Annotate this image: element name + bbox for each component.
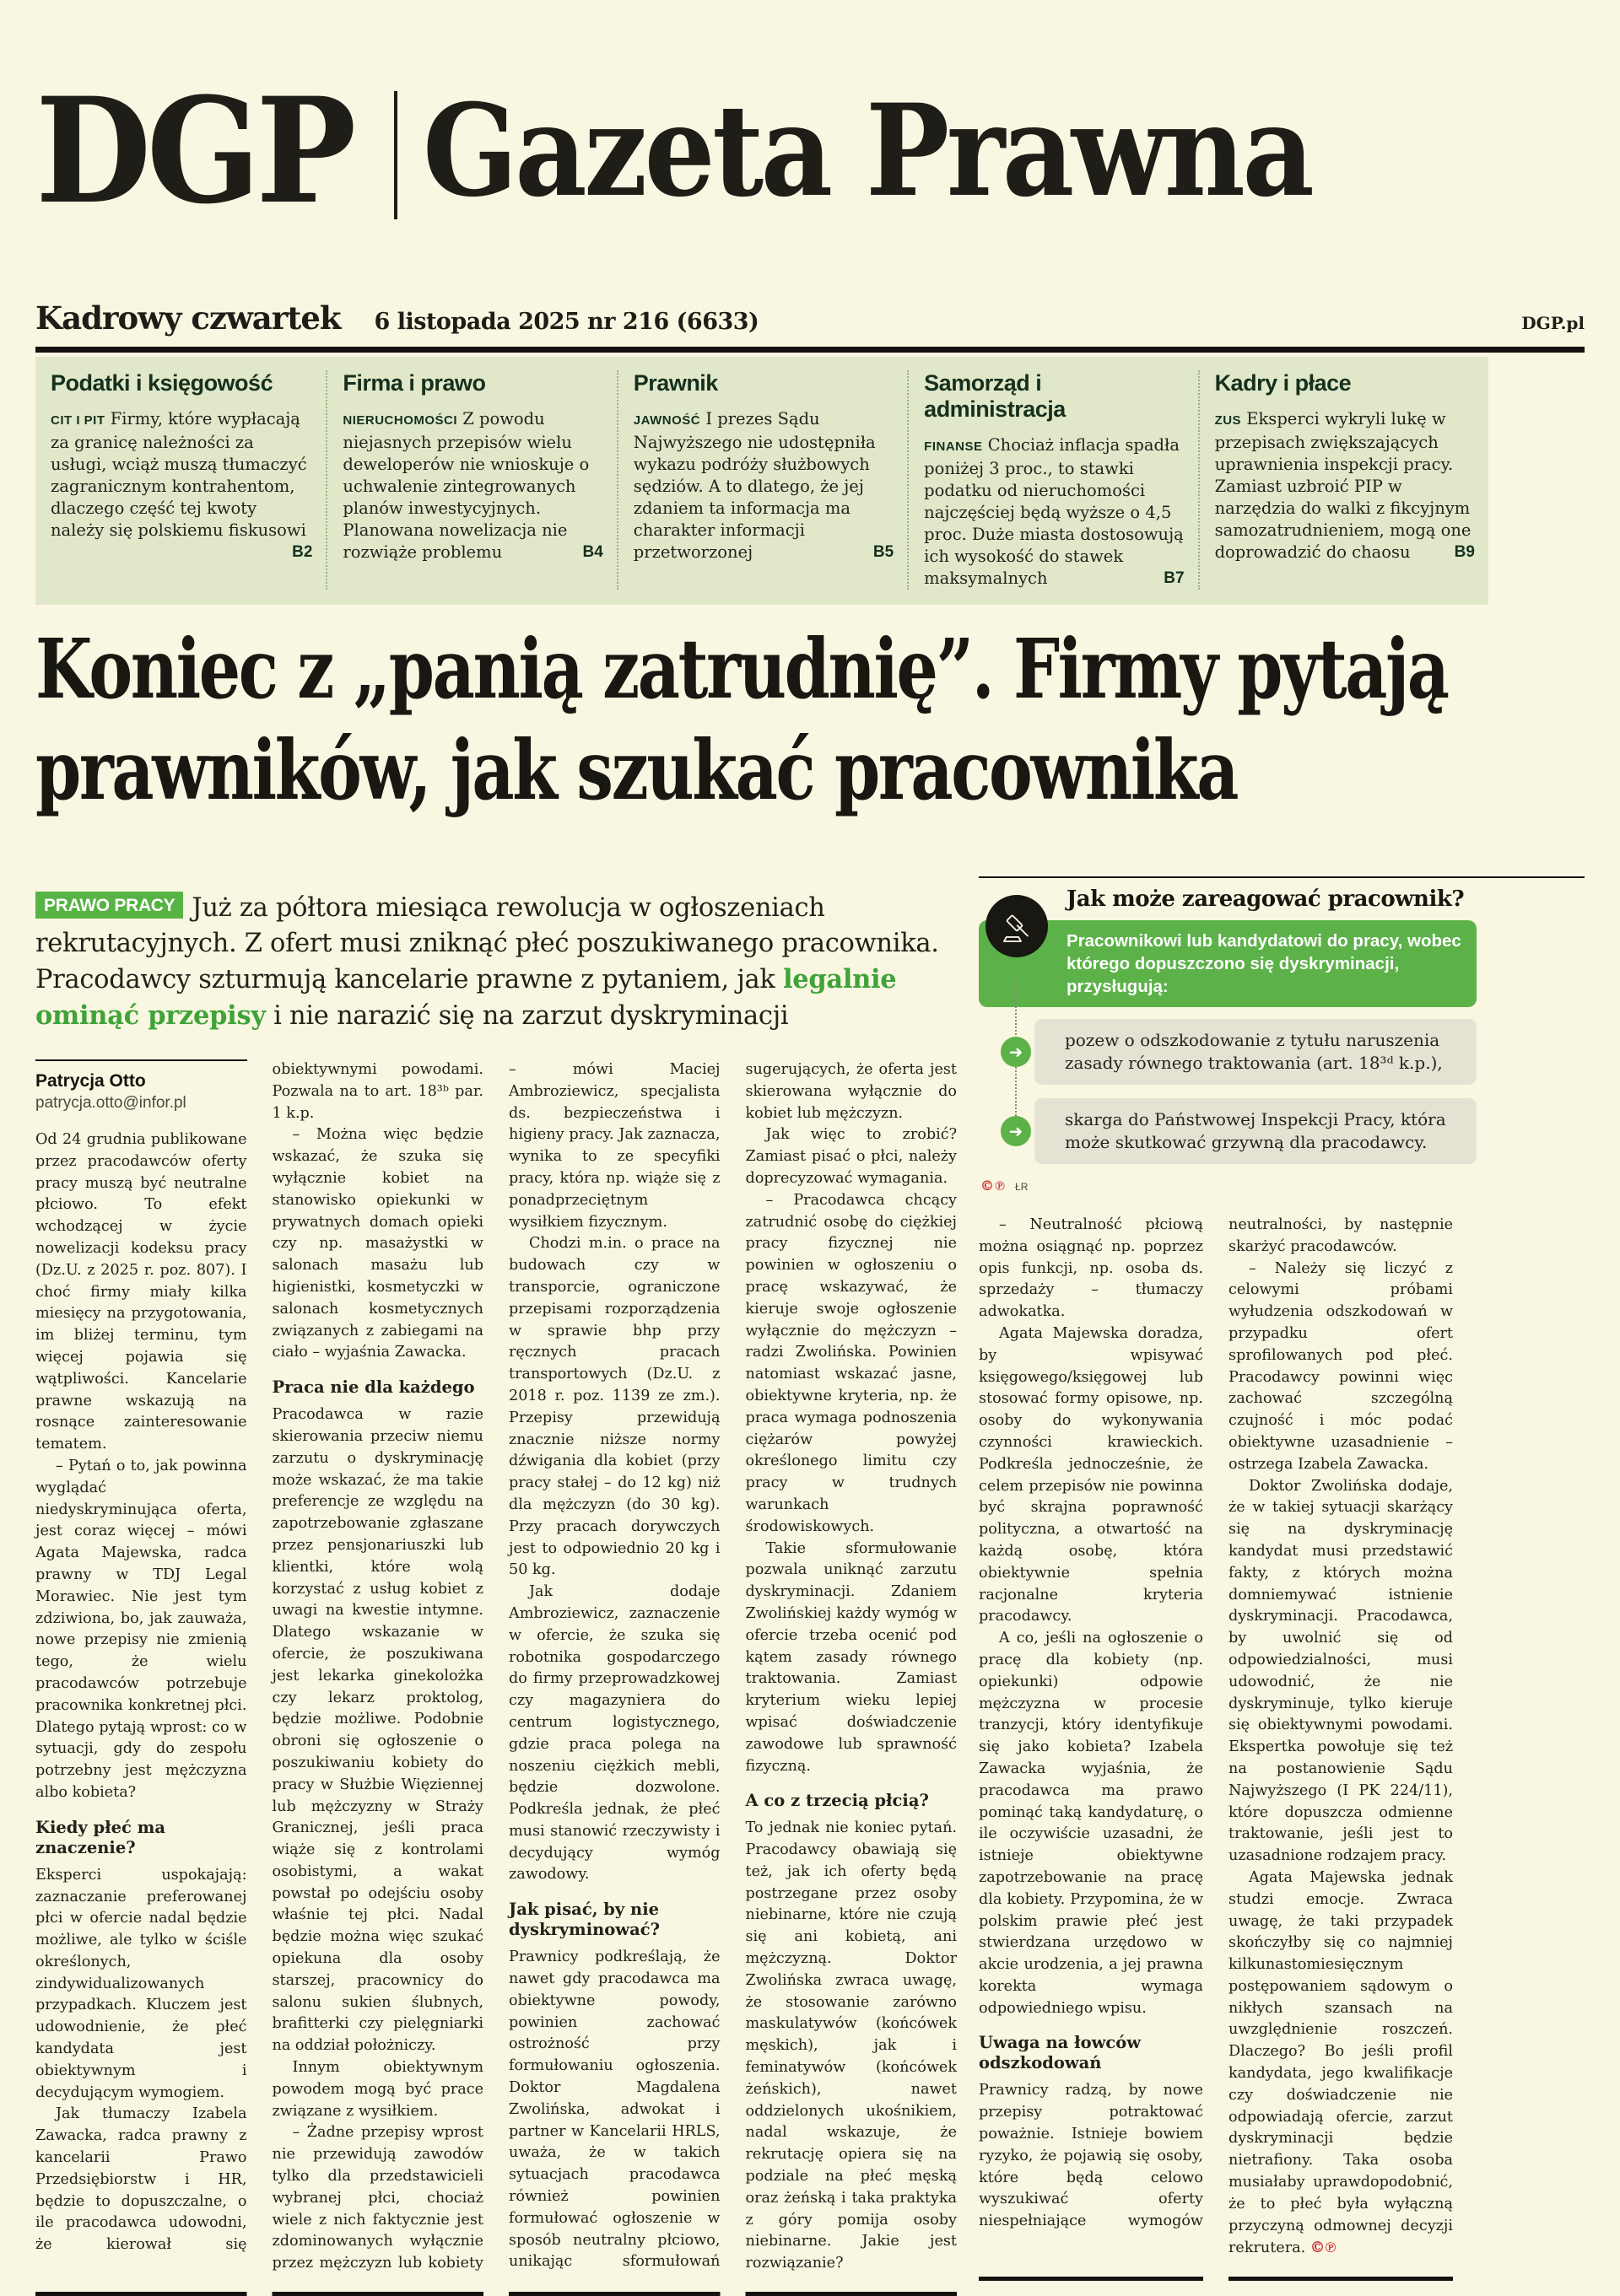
article-area (35, 865, 1585, 2296)
body-columns-left (35, 1059, 957, 2275)
headline-line-2: prawników, jak szukać pracownika (35, 722, 1238, 818)
arrow-icon: ➜ (1001, 1037, 1031, 1067)
paragraph: Takie sformułowanie pozwala uniknąć zarzutu dyskryminacji. Zdaniem Zwolińskiej każdy wymóg w ofercie trzeba ocenić pod kątem zasady równego traktowania. Zamiast kryterium wieku lepiej wpisać doświadczenie zawodowe lub sprawność fizyczną. (745, 1539, 957, 1775)
teaser-band (35, 357, 1488, 605)
teaser-kadry[interactable] (1198, 370, 1488, 590)
infobox-items (979, 1019, 1585, 1164)
subhead-kiedy-plec: Kiedy płeć ma znaczenie? (35, 1817, 165, 1857)
teaser-section-title: Prawnik (633, 370, 718, 396)
paragraph: Agata Majewska doradza, by wpisywać księgowego/księgowej lub stosować formy opisowe, np. osoby do wykonywania czynności krawieckich. Podkreśla jednocześnie, że celem przepisów nie powinna być skrajna poprawność polityczna, a otwartość na każdą osobę, która obiektywnie spełnia racjonalne kryteria pracodawcy. (979, 1324, 1203, 1625)
teaser-podatki[interactable] (35, 370, 326, 590)
teaser-section-title: Podatki i księgowość (51, 370, 273, 396)
article-lead (35, 891, 957, 1034)
paragraph-text: Agata Majewska jednak studzi emocje. Zwraca uwagę, że taki przypadek skończyłby się co najmniej kilkunastomiesięcznym postępowaniem sądowym o nikłych szansach na uwzględnienie roszczeń. Dlaczego? Bo jeśli profil kandydata, jego kwalifikacje czy doświadczenie nie odpowiadają ofercie, zarzut dyskryminacji będzie nietrafiony. Taka osoba musiałaby uprawdopodobnić, że to płeć była wyłączną przyczyną odmownej decyzji rekrutera. (1228, 1868, 1453, 2257)
paragraph: Jak dodaje Ambroziewicz, zaznaczenie w ofercie, że szuka się robotnika gospodarczego do firmy przeprowadzkowej czy magazyniera do centrum logistycznego, gdzie praca polega na noszeniu ciężkich mebli, będzie dozwolone. Podkreśla jednak, że płeć musi stanowić rzeczywisty i decydujący wymóg zawodowy. (509, 1583, 721, 1884)
subhead-praca-nie-dla-kazdego: Praca nie dla każdego (272, 1377, 475, 1398)
edition-label: Kadrowy czwartek (35, 299, 341, 337)
teaser-samorzad[interactable] (907, 370, 1197, 590)
page-reference[interactable]: B7 (1164, 569, 1185, 587)
masthead (35, 56, 1585, 245)
teaser-body: Z powodu niejasnych przepisów wielu deweloperów nie wnioskuje o uchwalenie zintegrowanych planów inwestycyjnych. Planowana nowelizacja nie rozwiąże problemu (343, 409, 590, 562)
teaser-body: Eksperci wykryli lukę w przepisach zwiększających uprawnienia inspekcji pracy. Zamiast uzbroić PIP w narzędzia do walki z fikcyjnym samozatrudnieniem, mogą one doprowadzić do chaosu (1214, 409, 1472, 562)
teaser-section-title: Samorząd i administracja (924, 370, 1066, 422)
author-email[interactable]: patrycja.otto@infor.pl (35, 1094, 186, 1112)
dateline (35, 299, 1585, 337)
paragraph: Pracodawca w razie skierowania przeciw niemu zarzutu o dyskryminację może wskazać, że ma takie preferencje ze względu na zapotrzebowanie zgłaszane przez pensjonariuszki lub klientki, które wolą korzystać z usług kobiet z uwagi na kwestie intymne. Dlatego wskazanie w ofercie, że poszukiwana jest lekarka ginekolożka czy lekarz proktolog, będzie możliwe. Podobnie obroni się ogłoszenie o poszukiwaniu kobiety do pracy w Służbie Więziennej lub mężczyzny w Straży Granicznej, jeśli praca wiąże się z kontrolami osobistymi, a wakat powstał po odejściu osoby właśnie tej płci. Nadal będzie można więc szukać opiekuna dla osoby starszej, pracownicy do salonu sukien ślubnych, brafitterki czy pielęgniarki na oddział położniczy. (272, 1406, 483, 2055)
teaser-kicker: ZUS (1214, 413, 1242, 428)
dateline-rule (35, 347, 1585, 353)
infobox-item-skarga (1008, 1098, 1477, 1164)
paragraph: Jak więc to zrobić? Zamiast pisać o płci, należy doprecyzować wymagania. (745, 1126, 957, 1187)
paragraph: Chodzi m.in. o prace na budowach czy w transporcie, ograniczone przepisami rozporządzenia w sprawie bhp przy ręcznych pracach transportowych (Dz.U. z 2018 r. poz. 1139 ze zm.). Przepisy przewidują znacznie niższe normy dźwigania dla kobiet (przy pracy stałej – do 12 kg) niż dla mężczyzn (do 30 kg). Przy pracach dorywczych jest to odpowiednio 20 kg i 50 kg. (509, 1235, 721, 1579)
teaser-text (343, 408, 602, 563)
paragraph: – Żadne przepisy wprost nie przewidują zawodów tylko dla przedstawicieli wybranej płci, chociaż wiele z nich faktycznie jest zdominowanych wyłącznie przez mężczyzn lub kobiety – mówi Maciej Ambroziewicz, specjalista ds. bezpieczeństwa i higieny pracy. Jak zaznacza, wynika to ze specyfiki pracy, która np. wiąże się z ponadprzeciętnym wysiłkiem fizycznym. (272, 1061, 721, 2272)
subhead-lowcy-odszkodowan: Uwaga na łowców odszkodowań (979, 2033, 1142, 2073)
credit-initials: ŁR (1015, 1181, 1029, 1193)
lead-text: Już za półtora miesiąca rewolucja w ogłoszeniach rekrutacyjnych. Z ofert musi zniknąć płeć poszukiwanego pracownika. Pracodawcy szturmują kancelarie prawne z pytaniem, jak (35, 892, 939, 994)
page-reference[interactable]: B4 (582, 543, 603, 561)
headline-line-1: Koniec z „panią zatrudnię”. Firmy pytają (35, 628, 1448, 717)
column-end-rules (35, 2292, 957, 2296)
lead-text-end: i nie narazić się na zarzut dyskryminacji (265, 1000, 789, 1031)
paragraph: – Pytań o to, jak powinna wyglądać niedyskryminująca oferta, jest coraz więcej – mówi Agata Majewska, radca prawny w TDJ Legal Morawiec. Nie jest tym zdziwiona, bo, jak zauważa, nowe przepisy nie zmienią tego, że wielu pracodawców potrzebuje pracownika konkretnej płci. Dlatego pytają wprost: co w sytuacji, gdy do zespołu potrzebny jest mężczyzna albo kobieta? (35, 1457, 247, 1801)
paragraph: Eksperci uspokajają: zaznaczanie preferowanej płci w ofercie nadal będzie możliwe, ale tylko w ściśle określonych, zindywidualizowanych przypadkach. Kluczem jest udowodnienie, że płeć kandydata jest obiektywnym i decydującym wymogiem. (35, 1866, 247, 2101)
paragraph: – Pracodawca chcący zatrudnić osobę do ciężkiej pracy fizycznej nie powinien w ogłoszeniu o pracę wskazywać, że kieruje swoje ogłoszenie wyłącznie do mężczyzn – radzi Zwolińska. Powinien natomiast wskazać jasne, obiektywne kryteria, np. że praca wymaga podnoszenia ciężarów powyżej określonego limitu czy pracy w trudnych warunkach środowiskowych. (745, 1191, 957, 1535)
paragraph: Prawnicy podkreślają, że nawet gdy pracodawca ma obiektywne powody, powinien zachować ostrożność przy formułowaniu ogłoszenia. Doktor Magdalena Zwolińska, adwokat i partner w Kancelarii HRLS, uważa, że w takich sytuacjach pracodawca również powinien formułować ogłoszenie w sposób neutralny płciowo, unikając sformułowań sugerujących, że oferta jest skierowana wyłącznie do kobiet lub mężczyzn. (509, 1061, 957, 2271)
article-end-mark: ©℗ (1310, 2239, 1336, 2257)
teaser-section-title: Kadry i płace (1214, 370, 1352, 396)
article-right-region (979, 865, 1585, 2281)
teaser-text (1215, 408, 1475, 563)
infobox-item-text: pozew o odszkodowanie z tytułu naruszenia zasady równego traktowania (art. 18³ᵈ k.p.), (1065, 1030, 1443, 1073)
infobox-green-bar: Pracownikowi lub kandydatowi do pracy, wobec którego dopuszczono się dyskryminacji, przysługują: (979, 920, 1477, 1007)
paragraph: Doktor Zwolińska dodaje, że w takiej sytuacji skarżący się na dyskryminację kandydat musi przedstawić fakty, z których można domniemywać istnienie dyskryminacji. Pracodawca, by uwolnić się od odpowiedzialności, musi udowodnić, że nie dyskryminuje, tylko kieruje się obiektywnymi powodami. Ekspertka powołuje się też na postanowienie Sądu Najwyższego (I PK 224/11), które dopuszcza odmienne traktowanie, jeśli jest to uzasadnione rodzajem pracy. (1228, 1477, 1453, 1865)
body-columns-right (979, 1215, 1453, 2260)
page-reference[interactable]: B9 (1454, 543, 1475, 561)
column-end-rules (979, 2277, 1453, 2281)
paragraph-final (1228, 1868, 1453, 2260)
main-headline (35, 628, 1585, 831)
infobox-title: Jak może zareagować pracownik? (1066, 887, 1465, 912)
copyright-mark: ©℗ (980, 1178, 1006, 1194)
infobox-item-pozew (1008, 1019, 1477, 1085)
masthead-divider (394, 91, 397, 219)
paragraph: Innym obiektywnym powodem mogą być prace związane z wysiłkiem. (272, 2059, 483, 2120)
gavel-icon (986, 895, 1048, 957)
page-reference[interactable]: B5 (872, 543, 894, 561)
byline (35, 1059, 247, 1113)
page-reference[interactable]: B2 (292, 543, 313, 561)
teaser-body: I prezes Sądu Najwyższego nie udostępniła wykazu podróży służbowych sędziów. A to dlatego, że jej zdaniem ta informacja ma charakter informacji przetworzonej (633, 409, 876, 562)
infobox-reaction (979, 865, 1585, 1194)
teaser-kicker: FINANSE (924, 439, 983, 454)
teaser-body: Firmy, które wypłacają za granicę należności za usługi, wciąż muszą tłumaczyć zagranicznym kontrahentom, dlaczego część tej kwoty należy się polskiemu fiskusowi (51, 409, 307, 540)
teaser-firma[interactable] (326, 370, 616, 590)
teaser-section-title: Firma i prawo (343, 370, 486, 396)
issue-date: 6 listopada 2025 nr 216 (6633) (374, 309, 759, 335)
author-name: Patrycja Otto (35, 1071, 146, 1091)
site-link[interactable]: DGP.pl (1521, 313, 1585, 333)
teaser-kicker: JAWNOŚĆ (633, 413, 701, 428)
paragraph: Prawnicy radzą, by nowe przepisy potraktować poważnie. Istnieje bowiem ryzyko, że pojawią się osoby, które będą celowo wyszukiwać oferty niespełniające wymogów neutralności, by następnie skarżyć pracodawców. (979, 1216, 1453, 2230)
infobox-top-rule (979, 876, 1585, 878)
paragraph: – Można więc będzie wskazać, że szuka się wyłącznie kobiet na stanowisko opiekunki w prywatnych domach opieki czy np. masażystki w salonach masażu lub higienistki, kosmetyczki w salonach kosmetycznych związanych z zabiegami na ciało – wyjaśnia Zawacka. (272, 1126, 483, 1361)
infobox-credit (980, 1178, 1585, 1194)
paragraph: – Neutralność płciową można osiągnąć np. poprzez opis funkcji, np. osoba ds. sprzedaży – tłumaczy adwokatka. (979, 1216, 1203, 1321)
teaser-text (634, 408, 894, 563)
lead-highlight: legalnie ominąć przepisy (35, 963, 897, 1031)
arrow-icon: ➜ (1001, 1116, 1031, 1146)
article-left-region (35, 865, 957, 2296)
paper-title: Gazeta Prawna (423, 76, 1312, 225)
paragraph: – Należy się liczyć z celowymi próbami wyłudzenia odszkodowań w przypadku ofert sprofilowanych pod płeć. Pracodawcy powinni więc zachować szczególną czujność i móc podać obiektywne uzasadnienie – ostrzega Izabela Zawacka. (1228, 1259, 1453, 1473)
subhead-trzecia-plec: A co z trzecią płcią? (745, 1791, 929, 1811)
newspaper-front-page (0, 56, 1620, 2296)
teaser-kicker: CIT I PIT (51, 413, 105, 428)
teaser-text (924, 434, 1184, 590)
paragraph: Od 24 grudnia publikowane przez pracodawców oferty pracy muszą być neutralne płciowo. To efekt wchodzącej w życie nowelizacji kodeksu pracy (Dz.U. z 2025 r. poz. 807). I choć firmy miały kilka miesięcy na przygotowania, im bliżej terminu, tym więcej pojawia się wątpliwości. Kancelarie prawne wskazują na rosnące zainteresowanie tematem. (35, 1131, 247, 1453)
teaser-prawnik[interactable] (617, 370, 907, 590)
teaser-kicker: NIERUCHOMOŚCI (343, 413, 458, 428)
paragraph: Jak tłumaczy Izabela Zawacka, radca prawny z kancelarii Prawo Przedsiębiorstw i HR, będzie to dopuszczalne, o ile pracodawca udowodni, że kierował się obiektywnymi powodami. Pozwala na to art. 18³ᵇ par. 1 k.p. (35, 1061, 483, 2254)
section-badge: PRAWO PRACY (35, 892, 183, 919)
paragraph: To jednak nie koniec pytań. Pracodawcy obawiają się też, jak ich oferty będą postrzegane przez osoby niebinarne, które nie czują się ani kobietą, ani mężczyzną. Doktor Zwolińska zwraca uwagę, że stosowanie zarówno maskulatywów (końcówek męskich), jak i feminatywów (końcówek żeńskich), nawet oddzielonych ukośnikiem, nadal wskazuje, że rekrutację opiera się na podziale na płeć męską oraz żeńską i taka praktyka z góry pomija osoby niebinarne. Jakie jest rozwiązanie? (745, 1819, 957, 2272)
teaser-body: Chociaż inflacja spadła poniżej 3 proc., to stawki podatku od nieruchomości najczęściej będą wyższe o 4,5 proc. Duże miasta dostosowują ich wysokość do stawek maksymalnych (924, 435, 1184, 588)
paragraph: A co, jeśli na ogłoszenie o pracę dla kobiety (np. opiekunki) odpowie mężczyzna w procesie tranzycji, który identyfikuje się jako kobieta? Izabela Zawacka wyjaśnia, że pracodawca ma prawo pominąć taką kandydaturę, o ile oczywiście uzasadni, że istnieje obiektywne zapotrzebowanie na pracę dla kobiety. Przypomina, że w polskim prawie płeć jest stwierdzana urzędowo w akcie urodzenia, a jej prawna korekta wymaga odpowiedniego wpisu. (979, 1630, 1203, 2017)
dgp-logo: DGP (35, 64, 352, 236)
infobox-item-text: skarga do Państwowej Inspekcji Pracy, która może skutkować grzywną dla pracodawcy. (1065, 1109, 1446, 1152)
subhead-jak-pisac: Jak pisać, by nie dyskryminować? (509, 1900, 661, 1940)
teaser-text (51, 408, 313, 561)
